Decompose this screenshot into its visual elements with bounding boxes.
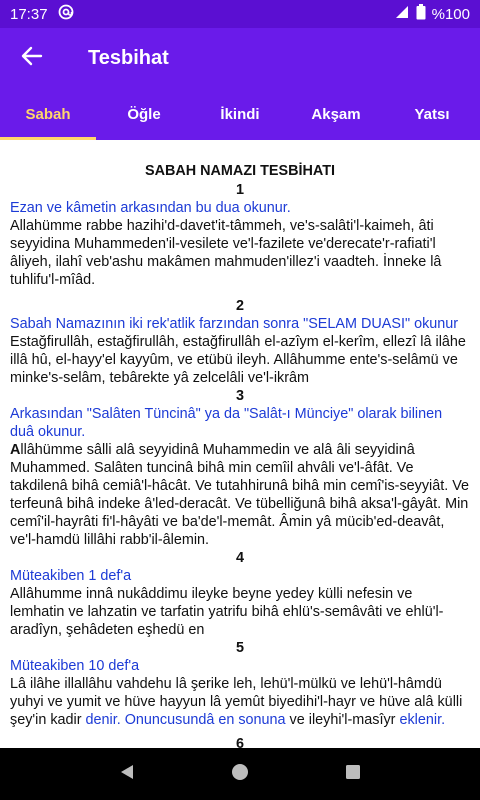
at-sign-icon	[58, 4, 74, 24]
tab-bar	[0, 88, 480, 140]
section-text: Estağfirullâh, estağfirullâh, estağfirullâh el-azîym el-kerîm, ellezî lâ ilâhe illâ hû, el-hayy'el kayyûm, ve etübü ileyh. Allâhumme ente's-selâmü ve minke's-selâm, tebârekte yâ zelcelâli ve'l-ikrâm	[10, 334, 466, 386]
inline-note: eklenir.	[399, 712, 446, 728]
section-number: 5	[235, 640, 244, 656]
section-text	[10, 441, 470, 549]
section-number: 1	[235, 182, 244, 198]
section-number: 2	[235, 298, 244, 314]
section-note: Müteakiben 1 def'a	[10, 568, 132, 584]
tab-yatsi[interactable]: Yatsı	[414, 105, 450, 123]
section-first-letter: A	[10, 442, 21, 458]
arrow-left-icon	[21, 45, 43, 72]
system-nav-bar	[0, 748, 480, 800]
section-text-part: ve ileyhi'l-masîyr	[285, 712, 400, 728]
square-recents-icon[interactable]	[344, 763, 362, 786]
triangle-back-icon[interactable]	[118, 763, 136, 786]
section-text: Allâhumme innâ nukâddimu ileyke beyne yedey külli nefesin ve lemhatin ve lahzatin ve tarfatin yatrifu bihâ ehlü's-semâvâti ve ehlü'l-aradîyn, şehâdeten eşhedü en	[10, 586, 444, 638]
tab-aksam[interactable]: Akşam	[311, 105, 361, 123]
circle-home-icon[interactable]	[231, 763, 249, 786]
section-note: Ezan ve kâmetin arkasından bu dua okunur.	[10, 200, 291, 216]
section-text-part: Lâ ilâhe illallâhu vahdehu lâ şerike leh, lehü'l-mülkü ve lehü'l-hâmdü yuhyi ve yumit ve hüve hayyun lâ yemût biyedihi'l-hayr ve hüve alâ külli şey'in kadir	[10, 676, 463, 728]
section-text	[10, 675, 470, 729]
section-note: Arkasından "Salâten Tüncinâ" ya da "Salât-ı Münciye" olarak bilinen duâ okunur.	[10, 406, 443, 440]
status-time: 17:37	[10, 5, 48, 23]
section-note: Müteakiben 10 def'a	[10, 658, 140, 674]
section-note: Sabah Namazının iki rek'atlik farzından sonra "SELAM DUASI" okunur	[10, 316, 459, 332]
battery-icon	[416, 4, 426, 24]
signal-icon	[394, 4, 410, 24]
content-scroll[interactable]	[0, 140, 480, 748]
back-button[interactable]	[0, 28, 64, 88]
status-bar	[0, 0, 480, 28]
section-number: 4	[235, 550, 244, 566]
tab-sabah[interactable]: Sabah	[0, 88, 96, 140]
app-bar	[0, 28, 480, 88]
battery-percent: %100	[431, 5, 470, 23]
tab-ikindi[interactable]: İkindi	[220, 105, 260, 123]
tab-ogle[interactable]: Öğle	[127, 105, 161, 123]
section-number: 3	[235, 388, 244, 404]
section-text-rest: llâhümme sâlli alâ seyyidinâ Muhammedin ve alâ âli seyyidinâ Muhammed. Salâten tuncinâ bihâ min cemîil ahvâli ve'l-âfât. Ve takdilenâ bihâ cemiâ'l-hâcât. Ve tutahhirunâ bihâ min cemî'is-seyyiât. Ve terfeunâ bihâ indeke â'led-deracât. Ve tübelliğunâ bihâ aksa'l-gâyât. Min cemî'il-hayrâti fi'l-hâyâti ve ba'de'l-memât. Âmin yâ mücib'ed-deavât, ve'l-hamdü lillâhi rabb'il-âlemin.	[10, 442, 470, 548]
inline-note: denir. Onuncusundâ en sonuna	[85, 712, 286, 728]
page-title: Tesbihat	[88, 46, 169, 69]
section-number: 6	[235, 736, 244, 748]
section-text: Allahümme rabbe hazihi'd-davet'it-tâmmeh, ve's-salâti'l-kaimeh, âti seyyidina Muhammeden'il-vesilete ve'l-fazilete ve'derecate'r-rafiati'l âliyeh, ilahî veb'ashu makâmen mahmuden'illez'i vaadteh. İnneke lâ tuhlifu'l-mîâd.	[10, 218, 442, 288]
content-heading: SABAH NAMAZI TESBİHATI	[144, 163, 335, 179]
